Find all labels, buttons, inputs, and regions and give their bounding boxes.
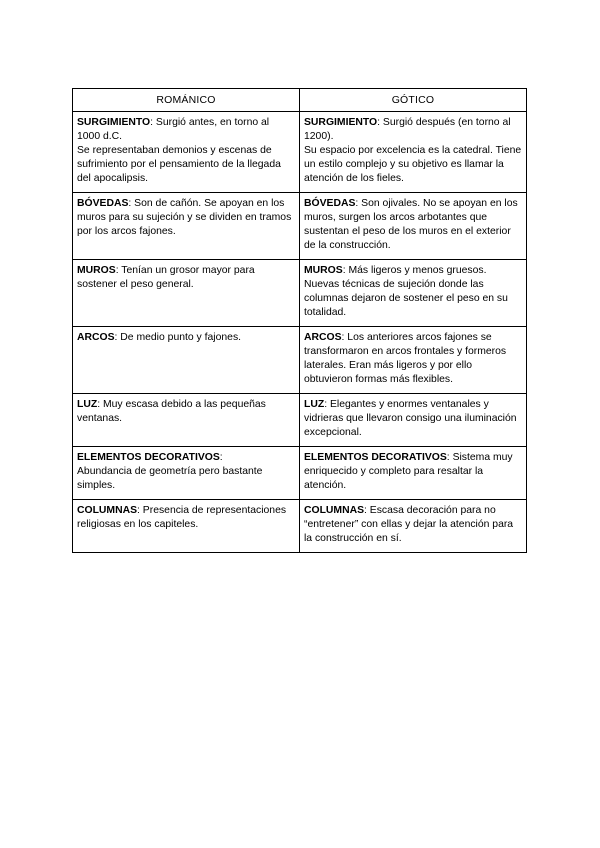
cell-text: : Surgió después (en torno al 1200). Su espacio por excelencia es la catedral. Tiene un estilo complejo y su objetivo es llamar la atención de los fieles. bbox=[304, 117, 522, 184]
cell-text: : Escasa decoración para no “entretener” con ellas y dejar la atención para la construcción en sí. bbox=[304, 505, 514, 544]
table-row bbox=[73, 447, 527, 500]
cell-romanico-elementos-decorativos bbox=[73, 447, 300, 500]
cell-gotico-muros bbox=[300, 260, 527, 327]
cell-text: : Muy escasa debido a las pequeñas ventanas. bbox=[77, 399, 266, 424]
cell-label: COLUMNAS bbox=[304, 505, 365, 516]
cell-gotico-arcos bbox=[300, 327, 527, 394]
table-row bbox=[73, 327, 527, 394]
cell-label: BÓVEDAS bbox=[77, 198, 129, 209]
cell-label: ARCOS bbox=[304, 332, 342, 343]
table-row bbox=[73, 193, 527, 260]
cell-romanico-bovedas bbox=[73, 193, 300, 260]
cell-text: : De medio punto y fajones. bbox=[114, 332, 242, 343]
table-row bbox=[73, 500, 527, 553]
cell-label: BÓVEDAS bbox=[304, 198, 356, 209]
cell-label: MUROS bbox=[304, 265, 343, 276]
cell-text: : Abundancia de geometría pero bastante simples. bbox=[77, 452, 263, 491]
cell-gotico-columnas bbox=[300, 500, 527, 553]
cell-text: : Presencia de representaciones religiosas en los capiteles. bbox=[77, 505, 287, 530]
header-romanico: ROMÁNICO bbox=[73, 89, 300, 112]
cell-text: : Tenían un grosor mayor para sostener el peso general. bbox=[77, 265, 255, 290]
header-gotico: GÓTICO bbox=[300, 89, 527, 112]
cell-romanico-luz bbox=[73, 394, 300, 447]
cell-text: : Sistema muy enriquecido y completo para resaltar la atención. bbox=[304, 452, 513, 491]
cell-label: ARCOS bbox=[77, 332, 115, 343]
cell-romanico-arcos bbox=[73, 327, 300, 394]
table-row bbox=[73, 112, 527, 193]
cell-romanico-columnas bbox=[73, 500, 300, 553]
table-header-row bbox=[73, 89, 527, 112]
cell-label: SURGIMIENTO bbox=[77, 117, 151, 128]
cell-label: SURGIMIENTO bbox=[304, 117, 378, 128]
cell-text: : Son de cañón. Se apoyan en los muros para su sujeción y se dividen en tramos por los arcos fajones. bbox=[77, 198, 292, 237]
cell-label: LUZ bbox=[77, 399, 98, 410]
cell-label: ELEMENTOS DECORATIVOS bbox=[304, 452, 447, 463]
cell-text: : Más ligeros y menos gruesos. Nuevas técnicas de sujeción donde las columnas dejaron de sostener el peso en su totalidad. bbox=[304, 265, 508, 318]
cell-gotico-bovedas bbox=[300, 193, 527, 260]
comparison-table bbox=[72, 88, 527, 553]
cell-romanico-surgimiento bbox=[73, 112, 300, 193]
cell-gotico-surgimiento bbox=[300, 112, 527, 193]
cell-text: : Surgió antes, en torno al 1000 d.C. Se representaban demonios y escenas de sufrimiento por el pensamiento de la llegada del apocalipsis. bbox=[77, 117, 281, 184]
cell-text: : Son ojivales. No se apoyan en los muros, surgen los arcos arbotantes que sustentan el peso de los muros en el exterior de la construcción. bbox=[304, 198, 518, 251]
cell-gotico-elementos-decorativos bbox=[300, 447, 527, 500]
cell-label: MUROS bbox=[77, 265, 116, 276]
cell-label: COLUMNAS bbox=[77, 505, 138, 516]
table-row bbox=[73, 394, 527, 447]
cell-romanico-muros bbox=[73, 260, 300, 327]
table-row bbox=[73, 260, 527, 327]
cell-label: LUZ bbox=[304, 399, 325, 410]
cell-text: : Elegantes y enormes ventanales y vidrieras que llevaron consigo una iluminación excepcional. bbox=[304, 399, 517, 438]
cell-gotico-luz bbox=[300, 394, 527, 447]
cell-label: ELEMENTOS DECORATIVOS bbox=[77, 452, 220, 463]
cell-text: : Los anteriores arcos fajones se transformaron en arcos frontales y formeros laterales. Eran más ligeros y por ello obtuvieron formas más flexibles. bbox=[304, 332, 507, 385]
